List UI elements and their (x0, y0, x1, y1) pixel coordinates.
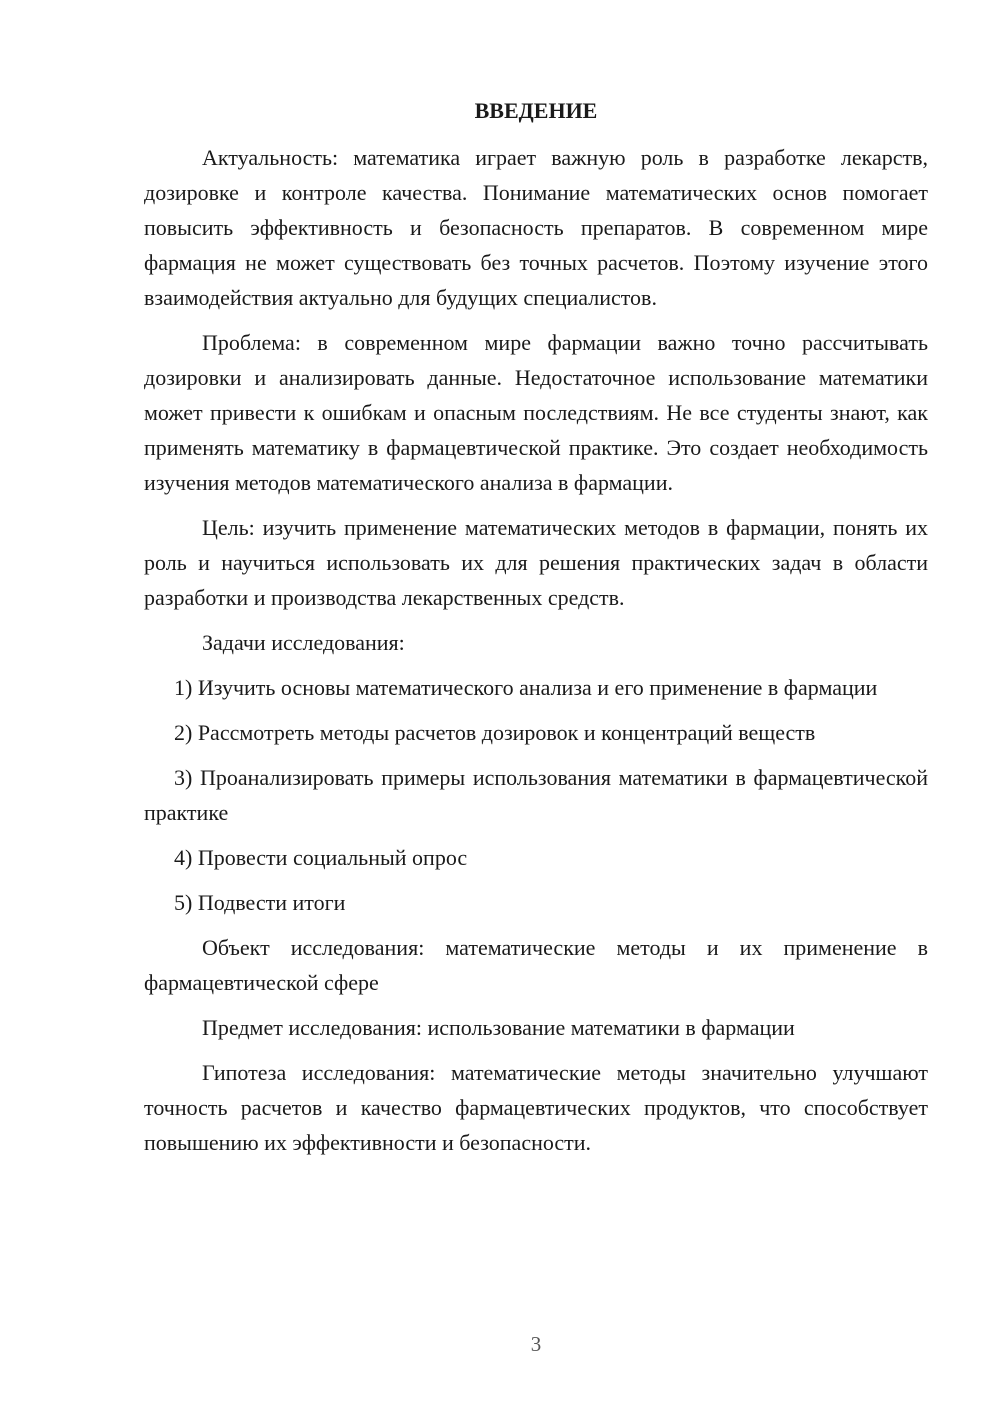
task-item-2: 2) Рассмотреть методы расчетов дозировок и концентраций веществ (174, 720, 816, 745)
tasks-heading: Задачи исследования: (202, 630, 405, 655)
paragraph-problem: Проблема: в современном мире фармации важно точно рассчитывать дозировки и анализировать данные. Недостаточное использование математики может привести к ошибкам и опасным последствиям. Не все студенты знают, как применять математику в фармацевтической практике. Это создает необходимость изучения методов математического анализа в фармации. (144, 330, 928, 495)
paragraph-hypothesis: Гипотеза исследования: математические методы значительно улучшают точность расчетов и качество фармацевтических продуктов, что способствует повышению их эффективности и безопасности. (144, 1060, 928, 1155)
task-item-3: 3) Проанализировать примеры использования математики в фармацевтической практике (144, 765, 928, 825)
page-title: ВВЕДЕНИЕ (474, 98, 598, 123)
paragraph-relevance: Актуальность: математика играет важную роль в разработке лекарств, дозировке и контроле качества. Понимание математических основ помогает повысить эффективность и безопасность препаратов. В современном мире фармация не может существовать без точных расчетов. Поэтому изучение этого взаимодействия актуально для будущих специалистов. (144, 145, 928, 310)
task-item-4: 4) Провести социальный опрос (174, 845, 468, 870)
task-item-5: 5) Подвести итоги (174, 890, 346, 915)
document-page (144, 96, 928, 1170)
page-number: 3 (530, 1332, 542, 1356)
paragraph-subject: Предмет исследования: использование математики в фармации (202, 1015, 795, 1040)
task-item-1: 1) Изучить основы математического анализа и его применение в фармации (174, 675, 878, 700)
paragraph-goal: Цель: изучить применение математических методов в фармации, понять их роль и научиться использовать их для решения практических задач в области разработки и производства лекарственных средств. (144, 515, 928, 610)
paragraph-object: Объект исследования: математические методы и их применение в фармацевтической сфере (144, 935, 928, 995)
